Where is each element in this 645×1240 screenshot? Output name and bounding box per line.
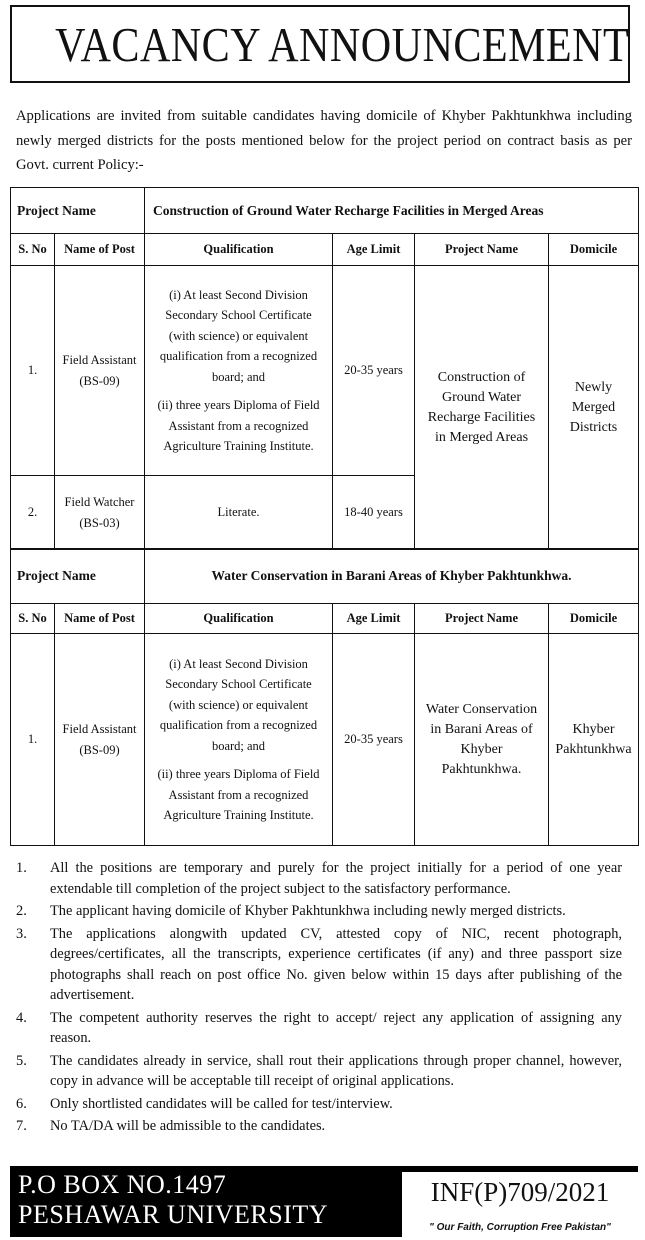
post-name: Field Assistant <box>62 722 137 736</box>
project1-domicile: Newly Merged Districts <box>549 266 639 550</box>
list-item: 5. The candidates already in service, shall rout their applications through proper channel, however, copy in advance will be acceptable till receipt of original applications. <box>16 1052 622 1089</box>
col-age: Age Limit <box>333 604 415 634</box>
qualification-part-2: (ii) three years Diploma of Field Assistant from a recognized Agriculture Training Institute. <box>157 767 320 822</box>
page-title: VACANCY ANNOUNCEMENT <box>55 17 630 72</box>
list-item: 7. No TA/DA will be admissible to the candidates. <box>16 1118 326 1134</box>
col-age: Age Limit <box>333 234 415 266</box>
col-domicile: Domicile <box>549 604 639 634</box>
col-sno: S. No <box>11 234 55 266</box>
post-grade: (BS-03) <box>79 515 120 530</box>
row-age: 20-35 years <box>333 634 415 846</box>
table-row <box>11 634 639 846</box>
post-grade: (BS-09) <box>79 742 120 757</box>
col-qualification: Qualification <box>145 604 333 634</box>
post-grade: (BS-09) <box>79 373 120 388</box>
col-project: Project Name <box>415 604 549 634</box>
project2-project-name: Water Conservation in Barani Areas of Khyber Pakhtunkhwa. <box>415 634 549 846</box>
col-sno: S. No <box>11 604 55 634</box>
row-sno: 2. <box>11 476 55 550</box>
table-row <box>11 266 639 476</box>
row-post <box>55 266 145 476</box>
po-box: P.O BOX NO.1497 <box>18 1170 227 1199</box>
project-label: Project Name <box>11 549 145 604</box>
col-domicile: Domicile <box>549 234 639 266</box>
qualification-part-1: (i) At least Second Division Secondary School Certificate (with science) or equivalent qualification from a recognized board; and <box>159 656 318 753</box>
project2-domicile: Khyber Pakhtunkhwa <box>549 634 639 846</box>
project1-title: Construction of Ground Water Recharge Facilities in Merged Areas <box>145 188 639 234</box>
list-item: 3. The applications alongwith updated CV, attested copy of NIC, recent photograph, degrees/certificates, all the transcripts, experience certificates (if any) and three passport size photographs shall reach on post office No. given below within 15 days after publishing of the advertisement. <box>16 925 622 1003</box>
slogan: " Our Faith, Corruption Free Pakistan" <box>429 1222 611 1233</box>
row-post <box>55 634 145 846</box>
list-item: 1. All the positions are temporary and purely for the project initially for a period of one year extendable till completion of the project subject to the satisfactory performance. <box>16 860 622 897</box>
qualification-part-1: (i) At least Second Division Secondary School Certificate (with science) or equivalent qualification from a recognized board; and <box>159 287 318 384</box>
title-box <box>10 5 630 83</box>
list-item: 6. Only shortlisted candidates will be called for test/interview. <box>16 1095 393 1112</box>
terms-list <box>16 858 622 1139</box>
col-qualification: Qualification <box>145 234 333 266</box>
row-sno: 1. <box>11 266 55 476</box>
university: PESHAWAR UNIVERSITY <box>18 1200 329 1229</box>
col-project: Project Name <box>415 234 549 266</box>
row-qualification: Literate. <box>145 476 333 550</box>
list-item: 2. The applicant having domicile of Khyber Pakhtunkhwa including newly merged districts. <box>16 903 566 919</box>
project2-table <box>10 548 639 846</box>
row-sno: 1. <box>11 634 55 846</box>
row-qualification <box>145 634 333 846</box>
footer-address <box>18 1170 328 1230</box>
row-age: 18-40 years <box>333 476 415 550</box>
intro-paragraph: Applications are invited from suitable candidates having domicile of Khyber Pakhtunkhwa including newly merged districts for the posts mentioned below for the project period on contract basis as per Govt. current Policy:- <box>16 108 632 173</box>
row-qualification <box>145 266 333 476</box>
footer <box>10 1166 638 1237</box>
row-age: 20-35 years <box>333 266 415 476</box>
col-post: Name of Post <box>55 604 145 634</box>
post-name: Field Watcher <box>64 495 135 509</box>
inf-number: INF(P)709/2021 <box>430 1177 610 1207</box>
project1-table <box>10 187 639 550</box>
row-post <box>55 476 145 550</box>
footer-inf-box <box>402 1172 638 1237</box>
project2-title: Water Conservation in Barani Areas of Khyber Pakhtunkhwa. <box>145 549 639 604</box>
qualification-part-2: (ii) three years Diploma of Field Assistant from a recognized Agriculture Training Institute. <box>157 398 320 453</box>
list-item: 4. The competent authority reserves the right to accept/ reject any application of assigning any reason. <box>16 1009 622 1046</box>
col-post: Name of Post <box>55 234 145 266</box>
project-label: Project Name <box>11 188 145 234</box>
project1-project-name: Construction of Ground Water Recharge Facilities in Merged Areas <box>415 266 549 550</box>
post-name: Field Assistant <box>62 353 137 367</box>
